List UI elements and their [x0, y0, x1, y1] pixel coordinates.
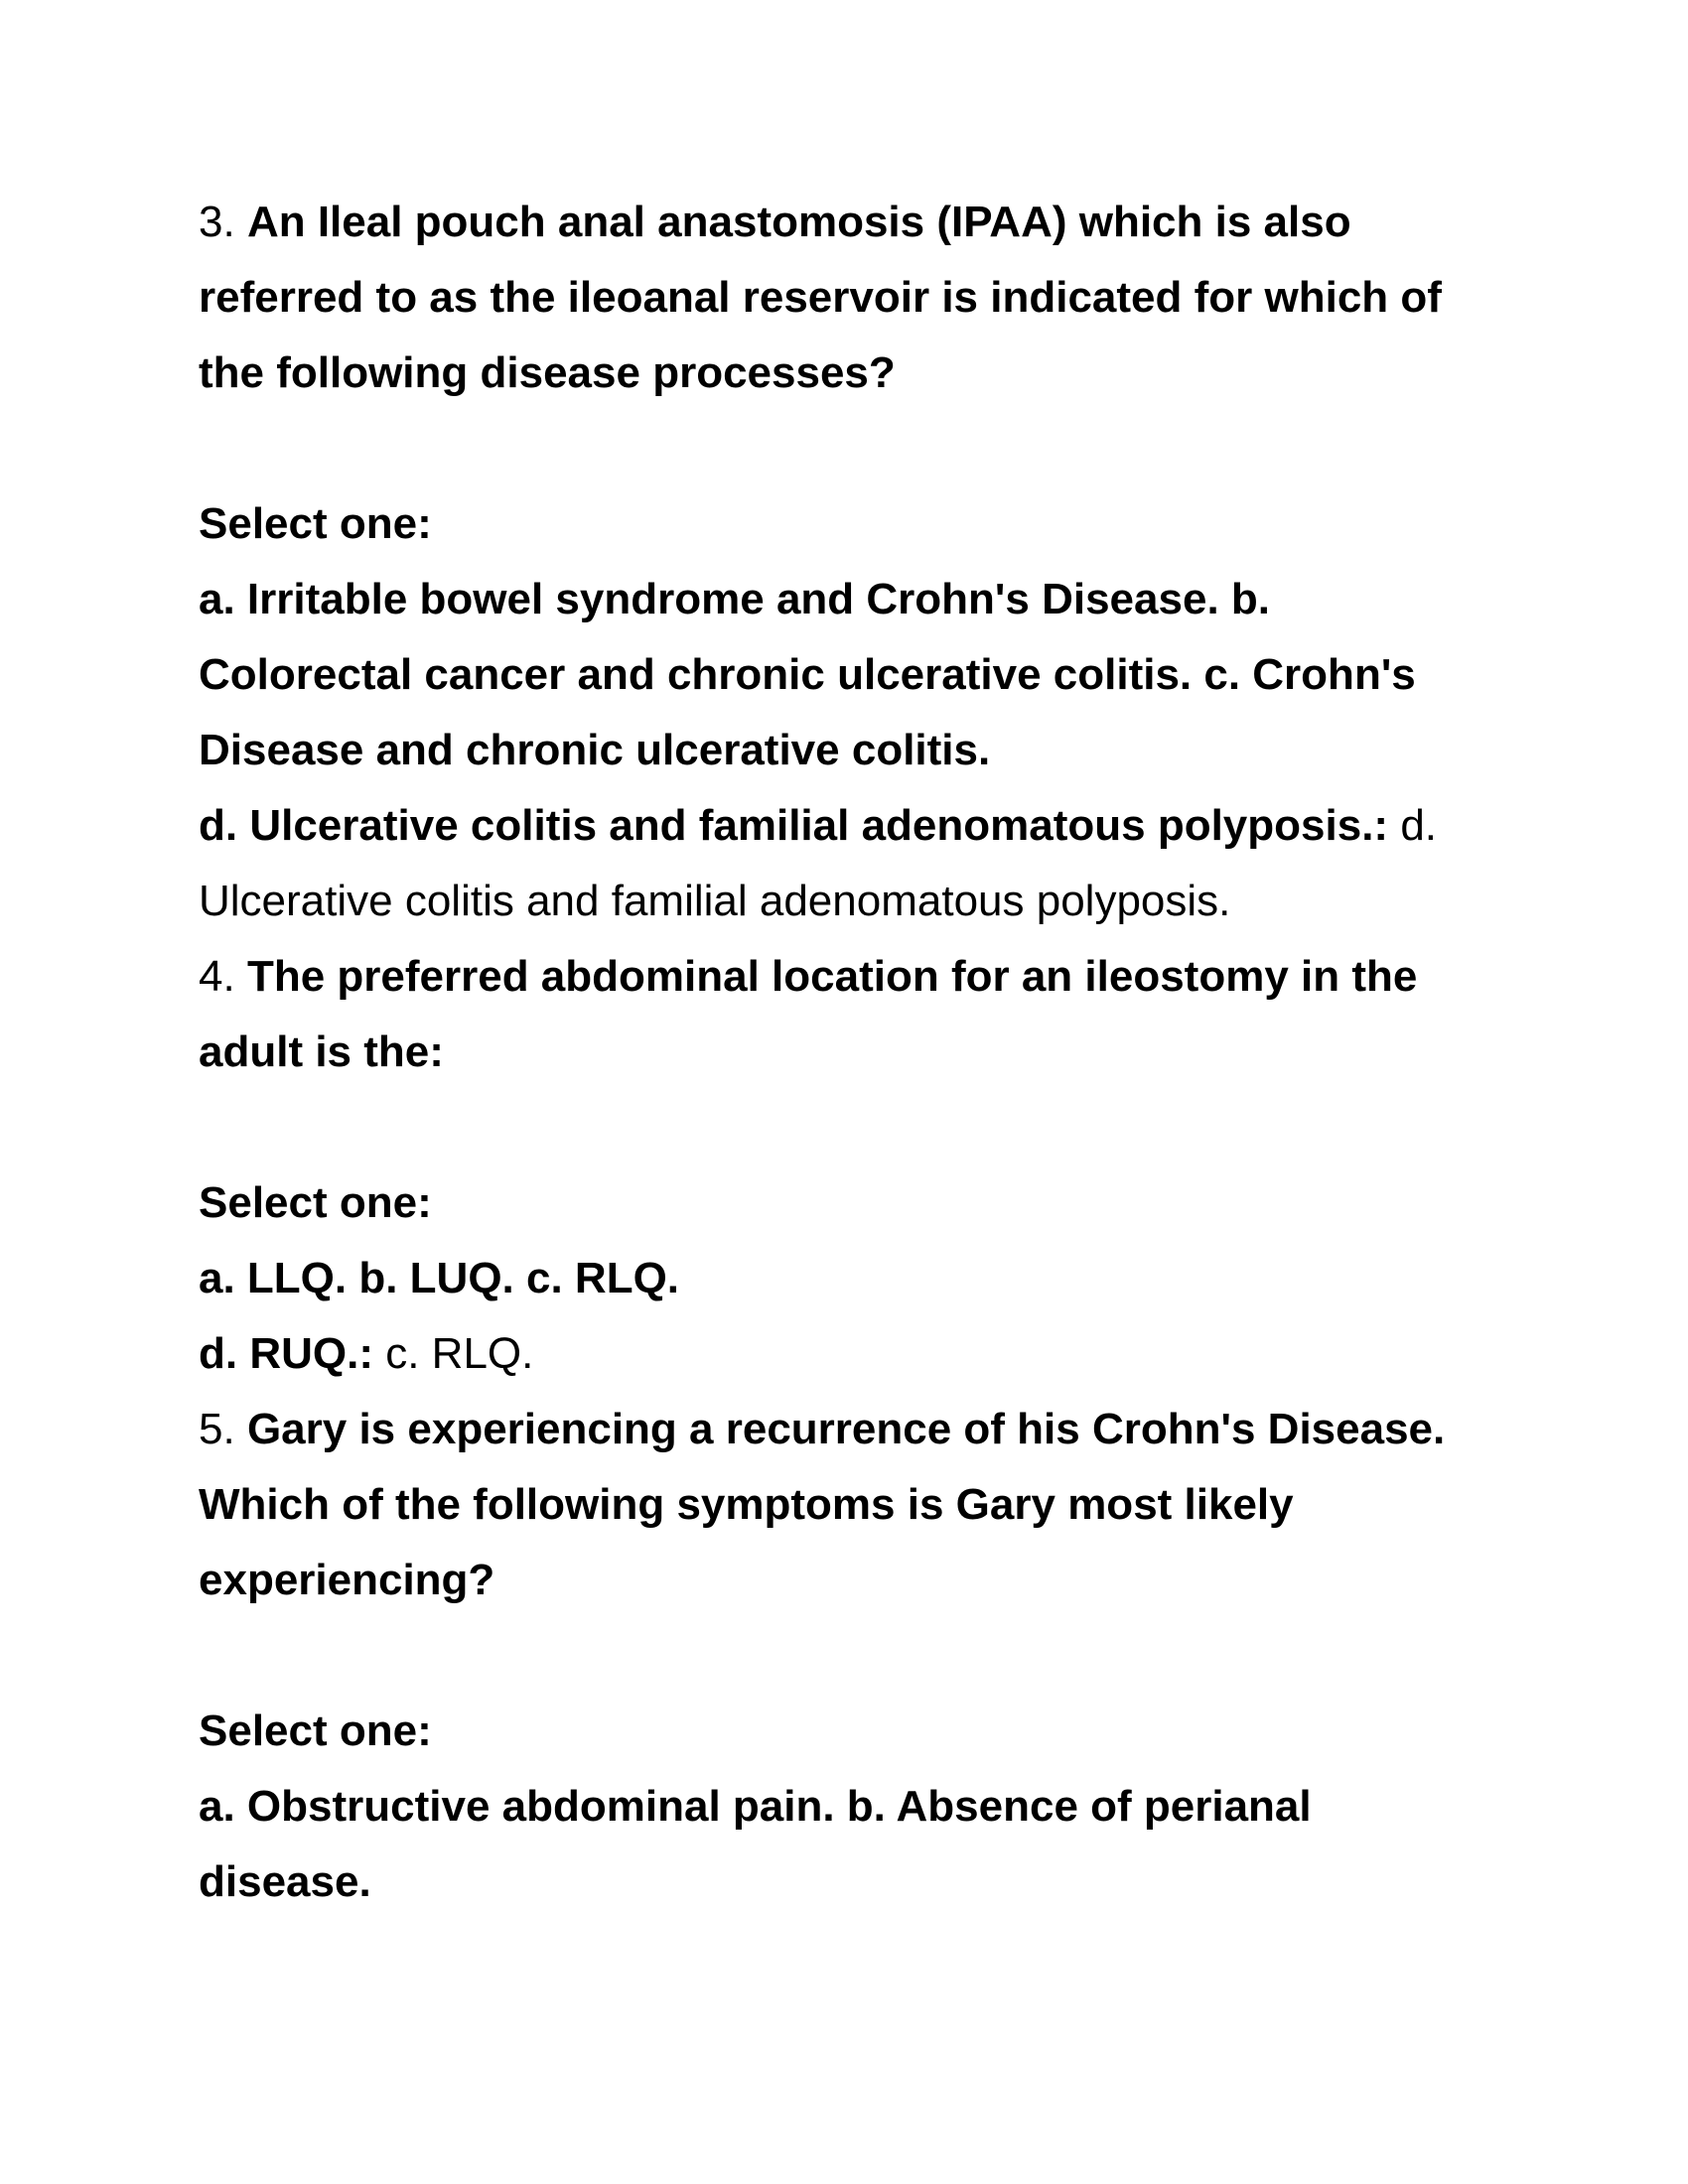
question-number: 4. — [199, 952, 235, 1001]
answer-text: d. — [1400, 801, 1438, 850]
question-stem-line — [199, 185, 1509, 260]
option-line: Disease and chronic ulcerative colitis. — [199, 726, 991, 774]
last-option: d. RUQ.: — [199, 1329, 373, 1378]
question-stem-text: Gary is experiencing a recurrence of his Crohn's Disease. — [246, 1405, 1446, 1453]
question-stem-line: referred to as the ileoanal reservoir is indicated for which of — [199, 273, 1442, 322]
question-stem-text: The preferred abdominal location for an ileostomy in the — [246, 952, 1418, 1001]
question-stem-line: experiencing? — [199, 1556, 495, 1604]
question-stem-line: the following disease processes? — [199, 348, 896, 397]
answer-text: c. RLQ. — [385, 1329, 534, 1378]
answer-line — [199, 1316, 1509, 1392]
spacer — [199, 1618, 1509, 1694]
last-option: d. Ulcerative colitis and familial adenomatous polyposis.: — [199, 801, 1389, 850]
question-4 — [199, 939, 1509, 1392]
question-3 — [199, 185, 1509, 939]
select-one-label: Select one: — [199, 1178, 432, 1227]
spacer — [199, 411, 1509, 486]
question-5 — [199, 1392, 1509, 1920]
answer-line — [199, 788, 1509, 864]
answer-text-continued: Ulcerative colitis and familial adenomatous polyposis. — [199, 877, 1231, 925]
option-line: a. LLQ. b. LUQ. c. RLQ. — [199, 1254, 680, 1302]
document-page — [199, 185, 1509, 1920]
option-line: disease. — [199, 1857, 371, 1906]
option-line: Colorectal cancer and chronic ulcerative colitis. c. Crohn's — [199, 650, 1416, 699]
question-stem-text: An Ileal pouch anal anastomosis (IPAA) which is also — [246, 198, 1351, 246]
spacer — [199, 1090, 1509, 1165]
question-stem-line — [199, 1392, 1509, 1467]
select-one-label: Select one: — [199, 1706, 432, 1755]
question-stem-line: adult is the: — [199, 1027, 444, 1076]
select-one-label: Select one: — [199, 499, 432, 548]
question-number: 5. — [199, 1405, 235, 1453]
question-stem-line: Which of the following symptoms is Gary most likely — [199, 1480, 1294, 1529]
option-line: a. Irritable bowel syndrome and Crohn's Disease. b. — [199, 575, 1270, 623]
question-stem-line — [199, 939, 1509, 1015]
option-line: a. Obstructive abdominal pain. b. Absence of perianal — [199, 1782, 1312, 1831]
question-number: 3. — [199, 198, 235, 246]
